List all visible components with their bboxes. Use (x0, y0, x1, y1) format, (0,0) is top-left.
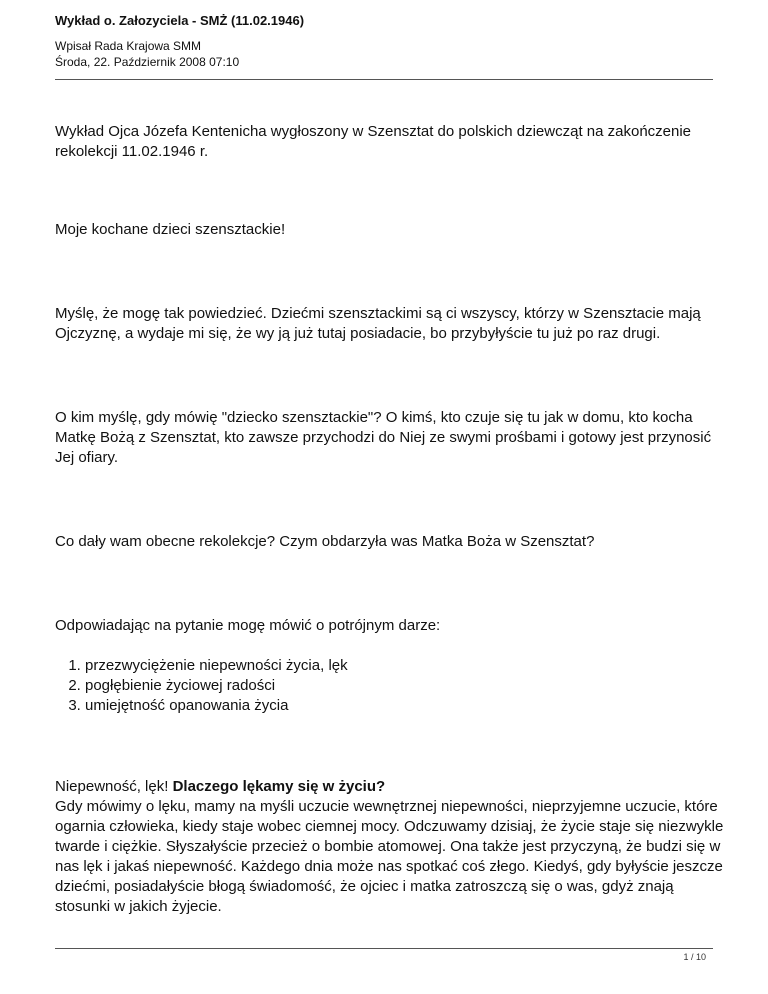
list-item: 2. pogłębienie życiowej radości (85, 676, 725, 696)
gifts-list (55, 656, 725, 716)
section-heading: Dlaczego lękamy się w życiu? (172, 778, 386, 795)
section-lead: Niepewność, lęk! (55, 778, 173, 795)
footer-divider (55, 948, 713, 949)
document-meta (55, 38, 713, 70)
page-header (55, 12, 713, 70)
question-paragraph: Co dały wam obecne rekolekcje? Czym obdarzyła was Matka Boża w Szensztat? (55, 533, 595, 550)
section-lead-line (55, 777, 725, 797)
list-item: 3. umiejętność opanowania życia (85, 696, 725, 716)
page-number: 1 / 10 (683, 952, 706, 962)
author-line: Wpisał Rada Krajowa SMM (55, 39, 202, 53)
document-body (55, 122, 725, 917)
paragraph-1: Myślę, że mogę tak powiedzieć. Dziećmi szensztackimi są ci wszyscy, którzy w Szensztacie mają Ojczyznę, a wydaje mi się, że wy ją już tutaj posiadacie, bo przybyłyście tu już po raz drugi. (55, 305, 701, 342)
greeting-paragraph: Moje kochane dzieci szensztackie! (55, 221, 286, 238)
intro-paragraph: Wykład Ojca Józefa Kentenicha wygłoszony w Szensztat do polskich dziewcząt na zakończenie rekolekcji 11.02.1946 r. (55, 123, 692, 160)
document-title: Wykład o. Załozyciela - SMŻ (11.02.1946) (55, 13, 305, 28)
list-item: 1. przezwyciężenie niepewności życia, lęk (85, 656, 725, 676)
section-paragraph: Gdy mówimy o lęku, mamy na myśli uczucie wewnętrznej niepewności, nieprzyjemne uczucie, które ogarnia człowieka, kiedy staje wobec ciemnej mocy. Odczuwamy dzisiaj, że życie staje się niezwykle twarde i ciężkie. Słyszałyście przecież o bombie atomowej. Ona także jest przyczyną, że budzi się w nas lęk i jakaś niepewność. Każdego dnia może nas spotkać coś złego. Kiedyś, gdy byłyście jeszcze dziećmi, posiadałyście błogą świadomość, że ojciec i matka zatroszczą się o was, gdyż znają stosunki w jakich żyjecie. (55, 798, 724, 915)
header-divider (55, 79, 713, 80)
paragraph-2: O kim myślę, gdy mówię "dziecko szensztackie"? O kimś, kto czuje się tu jak w domu, kto kocha Matkę Bożą z Szensztat, kto zawsze przychodzi do Niej ze swymi prośbami i gotowy jest przynosić Jej ofiary. (55, 409, 712, 466)
date-line: Środa, 22. Październik 2008 07:10 (55, 55, 240, 69)
answer-intro-paragraph: Odpowiadając na pytanie mogę mówić o potrójnym darze: (55, 617, 441, 634)
